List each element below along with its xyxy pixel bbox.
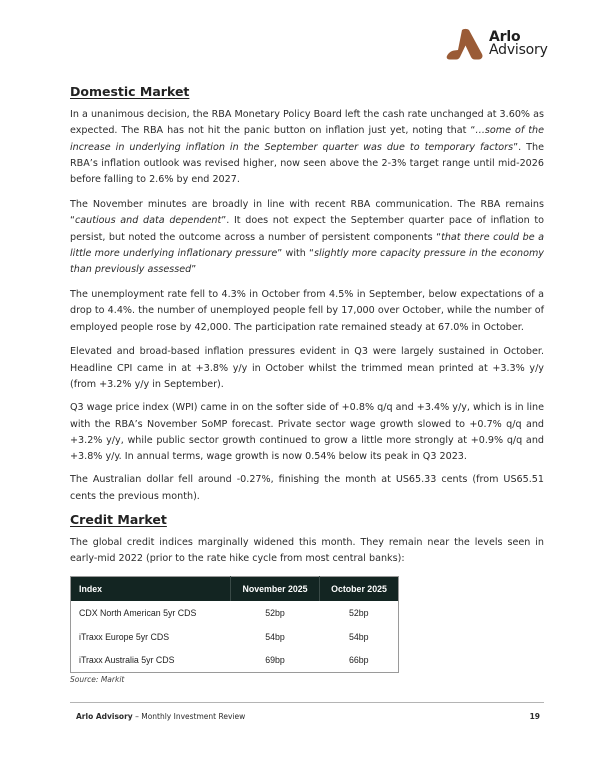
credit-indices-table (70, 576, 399, 673)
cell-index: iTraxx Australia 5yr CDS (79, 655, 175, 666)
text-run: ” with “ (277, 247, 315, 259)
cell-november: 52bp (265, 607, 285, 618)
cell-index: CDX North American 5yr CDS (79, 607, 197, 618)
arlo-advisory-logo (446, 28, 548, 60)
cell-november: 69bp (265, 655, 285, 666)
table-row (71, 625, 399, 649)
footer-publication: Monthly Investment Review (141, 712, 246, 721)
page-footer (76, 712, 540, 721)
cell-october: 66bp (348, 655, 369, 666)
domestic-market-heading: Domestic Market (70, 84, 190, 99)
column-header-index: Index (71, 577, 231, 601)
cell-november: 54bp (265, 631, 285, 642)
text-run: In a unanimous decision, the RBA Monetary Policy Board left the cash rate unchanged at 3.60% as expected. The RBA has not hit the panic button on inflation just yet, noting that “ (70, 109, 544, 137)
logo-name-line1: Arlo (489, 29, 521, 45)
credit-market-intro: The global credit indices marginally widened this month. They remain near the levels seen in early-mid 2022 (prior to the rate hike cycle from most central banks): (70, 537, 544, 565)
australian-dollar-paragraph: The Australian dollar fell around -0.27%, finishing the month at US65.33 cents (from US65.51 cents the previous month). (70, 474, 544, 502)
logo-name-line2: Advisory (489, 42, 548, 58)
logo-wordmark (489, 31, 548, 57)
text-run: ” (191, 264, 197, 276)
november-minutes-paragraph (70, 197, 544, 278)
credit-market-heading: Credit Market (70, 512, 167, 528)
table-header-row (71, 577, 399, 601)
arlo-a-mark-icon (446, 28, 484, 60)
footer-brand: Arlo Advisory (76, 712, 133, 721)
text-run: The November minutes are broadly in line with recent RBA communication. The RBA remains “ (70, 198, 544, 227)
column-header-october: October 2025 (320, 577, 399, 601)
table-row (71, 601, 399, 625)
table-source-note: Source: Markit (70, 675, 125, 685)
wage-price-index-paragraph: Q3 wage price index (WPI) came in on the softer side of +0.8% q/q and +3.4% y/y, which is in line with the RBA’s November SoMP forecast. Private sector wage growth slowed to +0.7% q/q and +3.2% y/y, while public sector growth continued to grow a little more strongly at +0.9% q/q and +3.8% y/y. In annual terms, wage growth is now 0.54% below its peak in Q3 2023. (70, 402, 544, 463)
footer-separator: – (132, 712, 142, 721)
page-number: 19 (529, 712, 540, 721)
quote-run: that there could be a little more underlying inflationary pressure (70, 231, 545, 259)
rba-decision-paragraph (70, 107, 544, 188)
text-run: ”. It does not expect the September quarter pace of inflation to persist, but noted the outcome across a number of persistent components “ (70, 215, 544, 243)
inflation-paragraph: Elevated and broad-based inflation pressures evident in Q3 were largely sustained in October. Headline CPI came in at +3.8% y/y in October whilst the trimmed mean printed at +3.3% y/y (from +3.2% y/y in September). (70, 346, 544, 390)
table-row (71, 649, 399, 673)
text-run: ”. The RBA’s inflation outlook was revised higher, now seen above the 2-3% target range until mid-2026 before falling to 2.6% by end 2027. (70, 141, 545, 186)
quote-run: cautious and data dependent (74, 215, 222, 227)
quote-run: …some of the increase in underlying inflation in the September quarter was due to temporary factors (70, 125, 544, 153)
footer-title (76, 712, 245, 721)
unemployment-paragraph: The unemployment rate fell to 4.3% in October from 4.5% in September, below expectations of a drop to 4.4%. the number of unemployed people fell by 17,000 over October, while the number of employed people rose by 42,000. The participation rate remained steady at 67.0% in October. (70, 288, 544, 333)
page-content (70, 84, 544, 684)
cell-index: iTraxx Europe 5yr CDS (79, 631, 170, 642)
cell-october: 54bp (348, 631, 369, 642)
footer-divider (70, 702, 544, 703)
column-header-november: November 2025 (231, 577, 320, 601)
quote-run: slightly more capacity pressure in the economy than previously assessed (70, 247, 544, 276)
cell-october: 52bp (348, 607, 369, 618)
